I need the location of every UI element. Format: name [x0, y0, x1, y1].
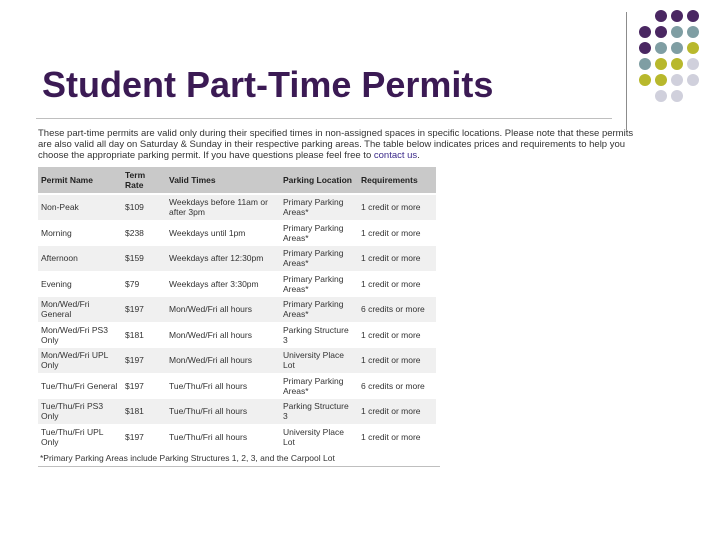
decorative-dot	[655, 26, 667, 38]
table-row	[38, 246, 436, 272]
decorative-dot	[655, 74, 667, 86]
col-header-permit-name: Permit Name	[38, 167, 122, 194]
cell-valid-times: Mon/Wed/Fri all hours	[166, 348, 280, 374]
table-row	[38, 424, 436, 450]
decorative-dot	[639, 74, 651, 86]
cell-permit-name: Tue/Thu/Fri PS3 Only	[38, 399, 122, 425]
col-header-requirements: Requirements	[358, 167, 436, 194]
cell-parking-location: Primary Parking Areas*	[280, 373, 358, 399]
table-row	[38, 373, 436, 399]
decorative-dot	[671, 58, 683, 70]
cell-term-rate: $197	[122, 373, 166, 399]
cell-permit-name: Non-Peak	[38, 194, 122, 220]
cell-term-rate: $197	[122, 297, 166, 323]
horizontal-divider	[36, 118, 612, 119]
table-row	[38, 297, 436, 323]
cell-term-rate: $159	[122, 246, 166, 272]
cell-permit-name: Evening	[38, 271, 122, 297]
cell-requirements: 1 credit or more	[358, 424, 436, 450]
cell-parking-location: Primary Parking Areas*	[280, 297, 358, 323]
intro-paragraph	[38, 128, 638, 161]
cell-valid-times: Mon/Wed/Fri all hours	[166, 297, 280, 323]
table-body	[38, 194, 436, 450]
cell-requirements: 1 credit or more	[358, 271, 436, 297]
table-row	[38, 194, 436, 220]
decorative-dot	[639, 42, 651, 54]
vertical-divider	[626, 12, 627, 130]
cell-term-rate: $197	[122, 348, 166, 374]
decorative-dot	[655, 90, 667, 102]
cell-permit-name: Tue/Thu/Fri UPL Only	[38, 424, 122, 450]
decorative-dot	[687, 10, 699, 22]
decorative-dot	[687, 58, 699, 70]
decorative-dot	[671, 42, 683, 54]
decorative-dot	[639, 26, 651, 38]
footnote: *Primary Parking Areas include Parking Structures 1, 2, 3, and the Carpool Lot	[38, 450, 440, 467]
cell-valid-times: Tue/Thu/Fri all hours	[166, 424, 280, 450]
cell-permit-name: Tue/Thu/Fri General	[38, 373, 122, 399]
cell-requirements: 1 credit or more	[358, 399, 436, 425]
cell-valid-times: Weekdays after 3:30pm	[166, 271, 280, 297]
cell-valid-times: Mon/Wed/Fri all hours	[166, 322, 280, 348]
cell-parking-location: Primary Parking Areas*	[280, 194, 358, 220]
cell-requirements: 1 credit or more	[358, 322, 436, 348]
cell-permit-name: Mon/Wed/Fri PS3 Only	[38, 322, 122, 348]
decorative-dot	[671, 26, 683, 38]
cell-term-rate: $238	[122, 220, 166, 246]
cell-requirements: 6 credits or more	[358, 373, 436, 399]
decorative-dot	[639, 58, 651, 70]
cell-parking-location: University Place Lot	[280, 348, 358, 374]
table-row	[38, 271, 436, 297]
cell-permit-name: Mon/Wed/Fri UPL Only	[38, 348, 122, 374]
cell-permit-name: Afternoon	[38, 246, 122, 272]
cell-requirements: 1 credit or more	[358, 348, 436, 374]
decorative-dot	[671, 10, 683, 22]
intro-end: .	[417, 150, 420, 161]
cell-term-rate: $79	[122, 271, 166, 297]
cell-valid-times: Tue/Thu/Fri all hours	[166, 399, 280, 425]
table-header-row	[38, 167, 436, 194]
col-header-valid-times: Valid Times	[166, 167, 280, 194]
cell-term-rate: $197	[122, 424, 166, 450]
col-header-parking-location: Parking Location	[280, 167, 358, 194]
decorative-dot	[655, 42, 667, 54]
cell-valid-times: Weekdays before 11am or after 3pm	[166, 194, 280, 220]
cell-requirements: 1 credit or more	[358, 220, 436, 246]
cell-parking-location: Parking Structure 3	[280, 399, 358, 425]
cell-term-rate: $181	[122, 399, 166, 425]
table-row	[38, 399, 436, 425]
cell-parking-location: Primary Parking Areas*	[280, 246, 358, 272]
slide-title: Student Part-Time Permits	[42, 64, 494, 105]
table-row	[38, 348, 436, 374]
decorative-dot	[687, 74, 699, 86]
cell-parking-location: University Place Lot	[280, 424, 358, 450]
col-header-term-rate: Term Rate	[122, 167, 166, 194]
cell-parking-location: Primary Parking Areas*	[280, 271, 358, 297]
decorative-dot	[671, 90, 683, 102]
cell-valid-times: Tue/Thu/Fri all hours	[166, 373, 280, 399]
cell-valid-times: Weekdays until 1pm	[166, 220, 280, 246]
cell-term-rate: $181	[122, 322, 166, 348]
cell-valid-times: Weekdays after 12:30pm	[166, 246, 280, 272]
cell-requirements: 1 credit or more	[358, 246, 436, 272]
decorative-dot	[687, 42, 699, 54]
cell-requirements: 6 credits or more	[358, 297, 436, 323]
contact-us-link[interactable]: contact us	[373, 150, 418, 161]
cell-parking-location: Parking Structure 3	[280, 322, 358, 348]
decorative-dot	[655, 10, 667, 22]
permits-table	[38, 167, 436, 450]
table-row	[38, 220, 436, 246]
cell-permit-name: Morning	[38, 220, 122, 246]
decorative-dot	[687, 26, 699, 38]
cell-requirements: 1 credit or more	[358, 194, 436, 220]
cell-permit-name: Mon/Wed/Fri General	[38, 297, 122, 323]
decorative-dot	[655, 58, 667, 70]
cell-parking-location: Primary Parking Areas*	[280, 220, 358, 246]
decorative-dot	[671, 74, 683, 86]
slide-content	[38, 128, 638, 467]
table-row	[38, 322, 436, 348]
intro-text: These part-time permits are valid only during their specified times in non-assigned spaces in specific locations. Please note that these permits are also valid all day on Saturday & Sunday in their respective parking areas. The table below indicates prices and requirements to help you choose the appropriate parking permit. If you have questions please feel free to	[38, 128, 634, 161]
cell-term-rate: $109	[122, 194, 166, 220]
